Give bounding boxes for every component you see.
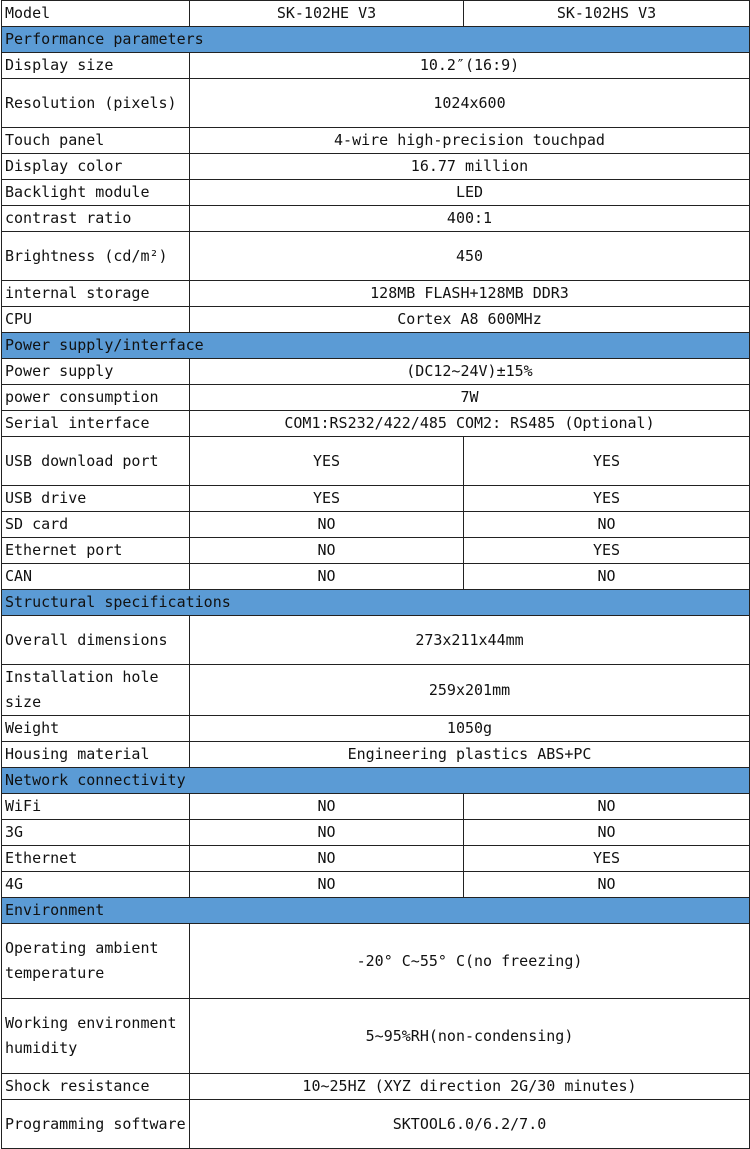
row-label: Backlight module — [2, 180, 190, 206]
row-value-1: NO — [190, 820, 464, 846]
row-label: USB download port — [2, 437, 190, 486]
row-value-2: YES — [464, 846, 750, 872]
section-title: Environment — [2, 898, 750, 924]
section-title: Performance parameters — [2, 27, 750, 53]
row-value: 450 — [190, 232, 750, 281]
table-row — [2, 486, 750, 512]
row-label: 3G — [2, 820, 190, 846]
table-row — [2, 1100, 750, 1149]
row-value-2: NO — [464, 512, 750, 538]
row-label: Ethernet port — [2, 538, 190, 564]
row-value: 16.77 million — [190, 154, 750, 180]
table-row — [2, 742, 750, 768]
table-row — [2, 79, 750, 128]
section-title: Structural specifications — [2, 590, 750, 616]
row-value: 10.2″(16:9) — [190, 53, 750, 79]
table-row — [2, 820, 750, 846]
row-label: internal storage — [2, 281, 190, 307]
row-label: CAN — [2, 564, 190, 590]
row-value: 7W — [190, 385, 750, 411]
row-label: Display color — [2, 154, 190, 180]
table-row — [2, 281, 750, 307]
table-row — [2, 437, 750, 486]
row-value: 259x201mm — [190, 665, 750, 716]
row-label: Brightness (cd/m²) — [2, 232, 190, 281]
row-label: Housing material — [2, 742, 190, 768]
row-value: 1024x600 — [190, 79, 750, 128]
row-value-2: YES — [464, 437, 750, 486]
row-value-1: NO — [190, 564, 464, 590]
table-row — [2, 564, 750, 590]
row-value-1: NO — [190, 794, 464, 820]
row-value: Cortex A8 600MHz — [190, 307, 750, 333]
table-row — [2, 716, 750, 742]
table-row — [2, 924, 750, 999]
row-label: contrast ratio — [2, 206, 190, 232]
row-label: Power supply — [2, 359, 190, 385]
row-value-2: NO — [464, 794, 750, 820]
row-value-2: NO — [464, 872, 750, 898]
header-row — [2, 1, 750, 27]
row-label: USB drive — [2, 486, 190, 512]
table-row — [2, 180, 750, 206]
section-header — [2, 590, 750, 616]
row-value-1: NO — [190, 538, 464, 564]
row-label: CPU — [2, 307, 190, 333]
row-label: SD card — [2, 512, 190, 538]
section-header — [2, 333, 750, 359]
table-row — [2, 872, 750, 898]
row-label: Operating ambient temperature — [2, 924, 190, 999]
row-label: Shock resistance — [2, 1074, 190, 1100]
row-value: 4-wire high-precision touchpad — [190, 128, 750, 154]
table-row — [2, 154, 750, 180]
table-row — [2, 206, 750, 232]
header-model-2: SK-102HS V3 — [464, 1, 750, 27]
section-title: Power supply/interface — [2, 333, 750, 359]
row-label: Working environment humidity — [2, 999, 190, 1074]
row-value: Engineering plastics ABS+PC — [190, 742, 750, 768]
section-header — [2, 27, 750, 53]
table-row — [2, 385, 750, 411]
spec-table — [1, 0, 750, 1149]
row-label: Display size — [2, 53, 190, 79]
row-value: -20° C~55° C(no freezing) — [190, 924, 750, 999]
section-header — [2, 768, 750, 794]
row-value: 10~25HZ (XYZ direction 2G/30 minutes) — [190, 1074, 750, 1100]
row-value: 1050g — [190, 716, 750, 742]
table-row — [2, 232, 750, 281]
row-value-2: YES — [464, 538, 750, 564]
row-value-2: NO — [464, 820, 750, 846]
table-row — [2, 53, 750, 79]
row-value: LED — [190, 180, 750, 206]
row-value: 400:1 — [190, 206, 750, 232]
row-label: WiFi — [2, 794, 190, 820]
row-value: SKTOOL6.0/6.2/7.0 — [190, 1100, 750, 1149]
row-label: Ethernet — [2, 846, 190, 872]
row-label: Programming software — [2, 1100, 190, 1149]
section-header — [2, 898, 750, 924]
table-row — [2, 1074, 750, 1100]
table-row — [2, 846, 750, 872]
table-row — [2, 411, 750, 437]
row-value-1: YES — [190, 486, 464, 512]
row-value-1: NO — [190, 512, 464, 538]
table-row — [2, 538, 750, 564]
row-label: power consumption — [2, 385, 190, 411]
section-title: Network connectivity — [2, 768, 750, 794]
table-row — [2, 128, 750, 154]
row-value: 128MB FLASH+128MB DDR3 — [190, 281, 750, 307]
table-row — [2, 359, 750, 385]
row-value-1: YES — [190, 437, 464, 486]
table-row — [2, 665, 750, 716]
table-row — [2, 616, 750, 665]
table-row — [2, 999, 750, 1074]
row-value-1: NO — [190, 872, 464, 898]
table-row — [2, 512, 750, 538]
row-value: COM1:RS232/422/485 COM2: RS485 (Optional) — [190, 411, 750, 437]
row-label: Installation hole size — [2, 665, 190, 716]
header-model-1: SK-102HE V3 — [190, 1, 464, 27]
row-value: 5~95%RH(non-condensing) — [190, 999, 750, 1074]
row-value-1: NO — [190, 846, 464, 872]
row-label: Resolution (pixels) — [2, 79, 190, 128]
row-value-2: NO — [464, 564, 750, 590]
row-label: Serial interface — [2, 411, 190, 437]
row-label: Overall dimensions — [2, 616, 190, 665]
row-label: 4G — [2, 872, 190, 898]
row-value: 273x211x44mm — [190, 616, 750, 665]
table-row — [2, 307, 750, 333]
header-label: Model — [2, 1, 190, 27]
row-label: Touch panel — [2, 128, 190, 154]
row-value-2: YES — [464, 486, 750, 512]
row-value: (DC12~24V)±15% — [190, 359, 750, 385]
table-row — [2, 794, 750, 820]
row-label: Weight — [2, 716, 190, 742]
